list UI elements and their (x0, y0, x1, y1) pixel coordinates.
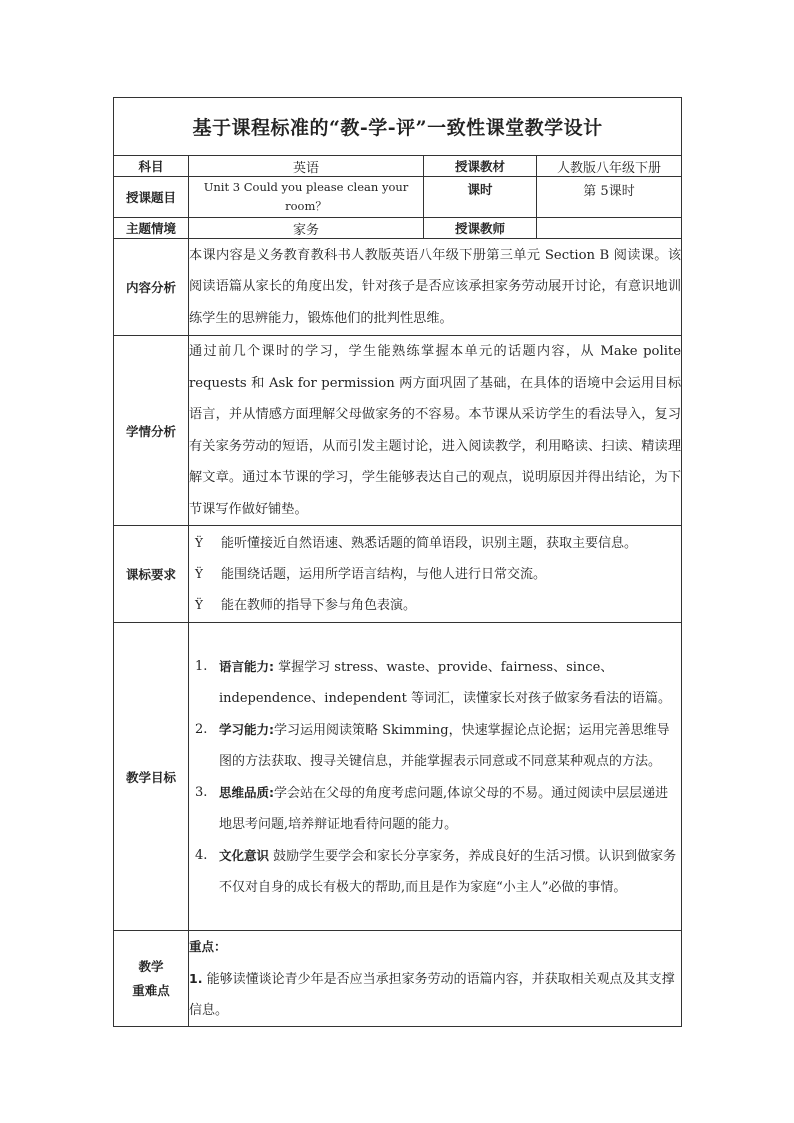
subject-label: 科目 (114, 156, 189, 177)
teacher-value (537, 218, 682, 239)
objective-heading: 文化意识 (219, 847, 270, 863)
subject-value: 英语 (189, 156, 424, 177)
key-points-label (114, 931, 189, 1027)
list-item (189, 590, 681, 621)
content-analysis-label: 内容分析 (114, 239, 189, 336)
objective-number: 1. (195, 658, 208, 674)
objective-number: 2. (195, 721, 208, 737)
objective-text: 鼓励学生要学会和家长分享家务，养成良好的生活习惯。认识到做家务不仅对自身的成长有极大的帮助,而且是作为家庭“小主人”必做的事情。 (219, 848, 677, 895)
standards-list (189, 526, 682, 623)
bullet-marker: Ÿ (195, 535, 203, 550)
topic-value: Unit 3 Could you please clean your room？ (189, 177, 424, 218)
standard-text: 能围绕话题，运用所学语言结构，与他人进行日常交流。 (221, 566, 547, 582)
period-label: 课时 (424, 177, 537, 218)
objective-text: 掌握学习 stress、waste、provide、fairness、since、independence、independent 等词汇，读懂家长对孩子做家务看法的语篇。 (219, 659, 671, 706)
topic-label: 授课题目 (114, 177, 189, 218)
objectives-label: 教学目标 (114, 623, 189, 931)
period-value: 第 5课时 (537, 177, 682, 218)
theme-value: 家务 (189, 218, 424, 239)
standards-label: 课标要求 (114, 526, 189, 623)
objective-number: 4. (195, 847, 208, 863)
lesson-design-table (113, 97, 682, 1027)
list-item (189, 777, 681, 840)
student-analysis-label: 学情分析 (114, 336, 189, 526)
objective-text: 学习运用阅读策略 Skimming，快速掌握论点论据；运用完善思维导图的方法获取、搜寻关键信息，并能掌握表示同意或不同意某种观点的方法。 (219, 722, 670, 769)
key-points-content (189, 931, 682, 1027)
textbook-value: 人教版八年级下册 (537, 156, 682, 177)
key-point-text: 能够读懂谈论青少年是否应当承担家务劳动的语篇内容，并获取相关观点及其支撑信息。 (189, 972, 675, 1018)
objective-number: 3. (195, 784, 208, 800)
bullet-marker: Ÿ (195, 566, 203, 581)
content-analysis-text: 本课内容是义务教育教科书人教版英语八年级下册第三单元 Section B 阅读课。该阅读语篇从家长的角度出发，针对孩子是否应该承担家务劳动展开讨论，有意识地训练学生的思辨能力，锻炼他们的批判性思维。 (189, 239, 682, 336)
objectives-list (189, 623, 682, 931)
textbook-label: 授课教材 (424, 156, 537, 177)
teacher-label: 授课教师 (424, 218, 537, 239)
list-item (189, 651, 681, 714)
key-points-heading: 重点： (189, 939, 227, 954)
list-item (189, 840, 681, 903)
bullet-marker: Ÿ (195, 597, 203, 612)
theme-label: 主题情境 (114, 218, 189, 239)
list-item (189, 963, 681, 1026)
list-item (189, 559, 681, 590)
objective-text: 学会站在父母的角度考虑问题,体谅父母的不易。通过阅读中层层递进地思考问题,培养辩证地看待问题的能力。 (219, 785, 669, 832)
key-points-label-line2: 重难点 (132, 982, 170, 998)
key-point-number: 1. (189, 971, 203, 986)
student-analysis-text: 通过前几个课时的学习，学生能熟练掌握本单元的话题内容，从 Make polite requests 和 Ask for permission 两方面巩固了基础，在具体的语境中会运用目标语言，并从情感方面理解父母做家务的不容易。本节课从采访学生的看法导入，复习有关家务劳动的短语，从而引发主题讨论，进入阅读教学，利用略读、扫读、精读理解文章。通过本节课的学习，学生能够表达自己的观点，说明原因并得出结论，为下节课写作做好铺垫。 (189, 336, 682, 526)
list-item (189, 528, 681, 559)
objective-heading: 思维品质: (219, 784, 274, 800)
document-title: 基于课程标准的“教-学-评”一致性课堂教学设计 (114, 98, 682, 156)
standard-text: 能听懂接近自然语速、熟悉话题的简单语段，识别主题，获取主要信息。 (221, 535, 638, 551)
objective-heading: 学习能力: (219, 721, 274, 737)
list-item (189, 714, 681, 777)
standard-text: 能在教师的指导下参与角色表演。 (221, 597, 417, 613)
objective-heading: 语言能力: (219, 658, 274, 674)
key-points-label-line1: 教学 (138, 958, 164, 974)
